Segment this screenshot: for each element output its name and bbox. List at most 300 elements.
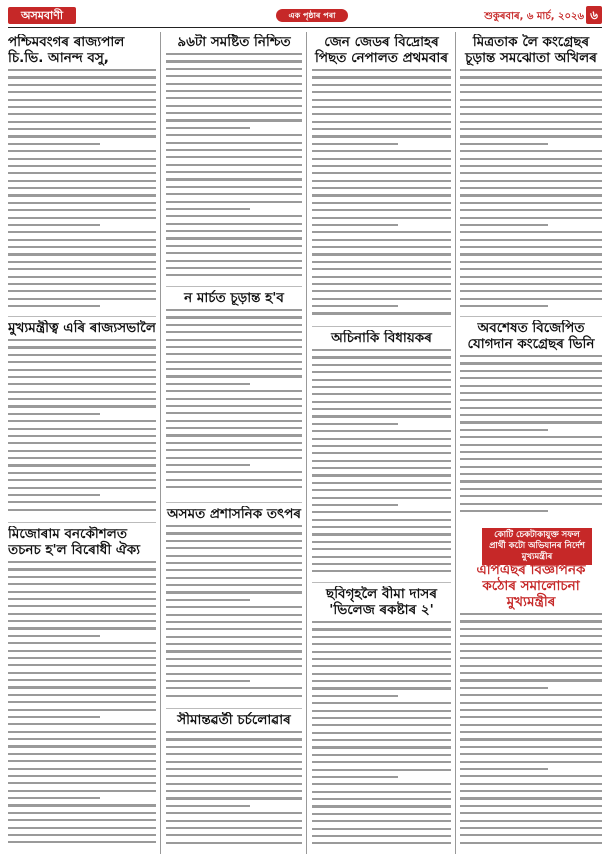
text-line [8,686,156,688]
text-line [166,105,302,107]
text-line [312,791,451,793]
text-line [8,568,156,570]
text-line [312,482,451,484]
text-line [312,430,451,432]
text-line [166,555,302,557]
text-line [312,695,398,697]
text-line [312,290,451,292]
text-line [166,53,302,55]
text-line [312,209,451,211]
text-line [460,665,602,667]
article-body [166,731,302,844]
text-line [312,194,451,196]
article-divider [8,522,156,523]
text-line [312,835,451,837]
text-line [460,231,602,233]
text-line [166,361,302,363]
text-line [8,435,156,437]
text-line [8,679,156,681]
text-line [166,673,302,675]
text-line [8,113,156,115]
text-line [8,775,156,777]
text-line [312,172,451,174]
text-line [166,547,302,549]
headline: পশ্চিমবংগৰ ৰাজ্যপাল চি.ভি. আনন্দ বসু, [8,34,125,66]
text-line [312,386,451,388]
text-line [166,427,302,429]
text-line [166,636,302,638]
text-line [166,353,302,355]
article-96-seats [166,34,302,284]
text-line [312,474,451,476]
text-line [460,628,602,630]
text-line [8,457,156,459]
column-divider [306,32,307,854]
text-line [460,702,602,704]
text-line [312,556,451,558]
text-line [166,687,302,689]
text-line [312,754,451,756]
text-line [8,723,156,725]
text-line [166,761,302,763]
text-line [460,783,602,785]
headline: এপিএছৰ বিজ্ঞাপনক কঠোৰ সমালোচনা মুখ্যমন্ত্ৰীৰ [476,562,586,610]
text-line [312,798,451,800]
text-line [166,479,302,481]
text-line [312,364,451,366]
text-line [460,495,602,497]
text-line [8,472,156,474]
text-line [312,739,451,741]
text-line [460,407,602,409]
text-line [460,620,602,622]
text-line [460,679,602,681]
text-line [312,371,451,373]
article-body [8,69,156,307]
text-line [166,208,250,210]
text-line [166,260,302,262]
text-line [460,283,602,285]
text-line [166,797,302,799]
headline: অবশেষত বিজেপিত যোগদান কংগ্ৰেছৰ ভিনি [467,320,595,352]
text-line [166,223,302,225]
date-line: শুকুৰবাৰ, ৬ মাৰ্চ, ২০২৬ [484,11,584,22]
text-line [166,127,250,129]
text-line [8,650,156,652]
text-line [312,415,451,417]
text-line [460,385,602,387]
text-line [166,606,302,608]
text-line [312,497,451,499]
text-line [166,442,302,444]
text-line [8,383,156,385]
text-line [460,657,602,659]
text-line [8,605,156,607]
text-line [8,217,156,219]
text-line [8,753,156,755]
text-line [312,452,451,454]
text-line [8,239,156,241]
text-line [312,813,451,815]
text-line [166,309,302,311]
text-line [8,738,156,740]
text-line [166,316,302,318]
text-line [312,253,451,255]
text-line [312,84,451,86]
text-line [8,613,156,615]
text-line [460,158,602,160]
text-line [8,487,156,489]
text-line [460,444,602,446]
text-line [312,658,451,660]
article-divider [312,582,451,583]
text-line [460,99,602,101]
text-line [8,664,156,666]
text-line [166,562,302,564]
text-line [312,732,451,734]
text-line [8,576,156,578]
text-line [460,106,602,108]
text-line [460,775,602,777]
text-line [8,150,156,152]
text-line [8,442,156,444]
text-line [460,753,602,755]
text-line [312,665,451,667]
headline: ন মাৰ্চত চূড়ান্ত হ'ব [184,290,284,306]
text-line [8,106,156,108]
text-line [460,473,602,475]
text-line [166,331,302,333]
text-line [312,379,451,381]
text-line [8,827,156,829]
article-divider [166,708,302,709]
text-line [312,180,451,182]
text-line [460,738,602,740]
text-line [8,283,156,285]
header-rule [8,27,602,28]
article-divider [8,316,156,317]
text-line [312,246,451,248]
article-nepal [312,34,451,324]
text-line [166,783,302,785]
text-line [8,450,156,452]
text-line [166,643,302,645]
text-line [312,776,398,778]
text-line [460,805,602,807]
text-line [166,134,302,136]
article-body [460,69,602,307]
text-line [166,324,302,326]
text-line [460,172,602,174]
text-line [8,194,156,196]
text-line [312,261,451,263]
text-line [166,599,250,601]
text-line [460,842,602,844]
headline: জেন জেডৰ বিদ্ৰোহৰ পিছত নেপালত প্ৰথমবাৰ [315,34,448,66]
text-line [8,428,156,430]
text-line [8,479,156,481]
text-line [312,628,451,630]
text-line [8,187,156,189]
text-line [460,377,602,379]
text-line [8,224,100,226]
text-line [166,434,302,436]
text-line [312,276,451,278]
text-line [460,672,602,674]
text-line [312,673,451,675]
text-line [8,69,156,71]
text-line [166,628,302,630]
text-line [8,768,156,770]
text-line [8,583,156,585]
text-line [8,209,156,211]
text-line [312,636,451,638]
text-line [312,445,451,447]
article-divider [166,502,302,503]
text-line [8,561,156,563]
article-divider [460,316,602,317]
page-number: ৬ [586,6,602,24]
text-line [312,783,451,785]
text-line [312,541,451,543]
text-line [8,701,156,703]
text-line [460,180,602,182]
text-line [166,658,302,660]
text-line [166,731,302,733]
text-line [312,143,398,145]
article-admin [166,506,302,706]
headline: মিজোৰাম বনকৌশলত তচনচ হ'ল বিৰোধী ঐক্য [8,526,141,558]
text-line [312,224,398,226]
text-line [312,702,451,704]
text-line [8,165,156,167]
text-line [460,224,548,226]
text-line [166,193,302,195]
text-line [312,563,451,565]
text-line [312,135,451,137]
headline: অচিনাকি বিধায়কৰ [331,330,432,346]
text-line [460,76,602,78]
text-line [8,135,156,137]
text-line [8,128,156,130]
text-line [312,283,451,285]
column-divider [160,32,161,854]
text-line [166,368,302,370]
text-line [166,252,302,254]
text-line [8,253,156,255]
text-line [312,511,451,513]
text-line [460,150,602,152]
text-line [166,532,302,534]
text-line [8,642,156,644]
article-mizoram [8,526,156,854]
text-line [312,680,451,682]
text-line [166,680,250,682]
text-line [166,97,302,99]
masthead-logo: অসমবাণী [8,7,76,24]
text-line [166,820,302,822]
text-line [312,202,451,204]
text-line [8,246,156,248]
text-line [8,501,156,503]
text-line [166,805,250,807]
text-line [166,525,302,527]
text-line [166,68,302,70]
headline: সীমান্তৱৰ্তী চৰ্চলোৱাৰ [177,712,291,728]
text-line [8,804,156,806]
text-line [460,370,602,372]
text-line [8,268,156,270]
column-divider [455,32,456,854]
text-line [460,731,602,733]
text-line [166,375,302,377]
text-line [312,489,451,491]
text-line [166,614,302,616]
text-line [460,458,602,460]
article-unknown-mla [312,330,451,580]
text-line [460,466,602,468]
text-line [8,305,100,307]
text-line [166,171,302,173]
text-line [460,429,548,431]
text-line [8,782,156,784]
article-cm-rajyasabha [8,320,156,520]
text-line [460,480,602,482]
page-header [8,6,602,26]
text-line [8,509,156,511]
text-line [312,746,451,748]
text-line [166,827,302,829]
text-line [166,775,302,777]
text-line [166,245,302,247]
text-line [8,231,156,233]
text-line [312,106,451,108]
text-line [8,464,156,466]
text-line [8,276,156,278]
text-line [8,420,156,422]
text-line [460,165,602,167]
text-line [460,746,602,748]
text-line [460,797,602,799]
text-line [460,298,602,300]
text-line [312,349,451,351]
text-line [312,761,451,763]
text-line [460,510,548,512]
text-line [8,290,156,292]
text-line [460,399,602,401]
headline: মুখ্যমন্ত্ৰীত্ব এৰি ৰাজ্যসভালৈ [8,320,156,336]
text-line [8,346,156,348]
article-body [8,339,156,511]
text-line [460,128,602,130]
text-line [312,298,451,300]
text-line [312,820,451,822]
text-line [8,790,156,792]
text-line [166,738,302,740]
text-line [460,694,602,696]
article-bjp-join [460,320,602,520]
text-line [460,436,602,438]
text-line [312,408,451,410]
article-divider [166,286,302,287]
text-line [8,635,100,637]
text-line [460,362,602,364]
text-line [460,392,602,394]
text-line [460,724,602,726]
text-line [460,276,602,278]
text-line [8,91,156,93]
text-line [312,526,451,528]
text-line [8,398,156,400]
text-line [8,620,156,622]
text-line [460,305,548,307]
text-line [8,494,100,496]
text-line [460,143,548,145]
text-line [166,201,302,203]
text-line [312,533,451,535]
text-line [8,627,156,629]
text-line [312,717,451,719]
text-line [312,187,451,189]
text-line [166,584,302,586]
text-line [460,261,602,263]
text-line [166,383,250,385]
text-line [312,268,451,270]
text-line [166,569,302,571]
text-line [460,69,602,71]
text-line [8,369,156,371]
text-line [460,202,602,204]
text-line [166,457,302,459]
text-line [312,158,451,160]
text-line [312,643,451,645]
text-line [312,651,451,653]
text-line [8,591,156,593]
continued-label: এক পৃষ্ঠাৰ পৰা [276,9,348,22]
article-governor [8,34,156,314]
text-line [8,339,156,341]
text-line [8,84,156,86]
text-line [166,812,302,814]
text-line [460,650,602,652]
text-line [312,710,451,712]
text-line [166,339,302,341]
article-body [460,613,602,844]
article-body [8,561,156,843]
text-line [312,438,451,440]
article-body [312,69,451,315]
text-line [8,172,156,174]
text-line [8,298,156,300]
text-line [460,488,602,490]
text-line [8,797,100,799]
text-line [8,202,156,204]
text-line [166,230,302,232]
text-line [460,187,602,189]
text-line [460,503,602,505]
text-line [8,716,100,718]
text-line [166,591,302,593]
text-line [460,217,602,219]
text-line [8,121,156,123]
article-alliance [460,34,602,314]
text-line [166,75,302,77]
text-line [166,267,302,269]
text-line [460,790,602,792]
text-line [166,834,302,836]
text-line [8,376,156,378]
text-line [166,274,302,276]
